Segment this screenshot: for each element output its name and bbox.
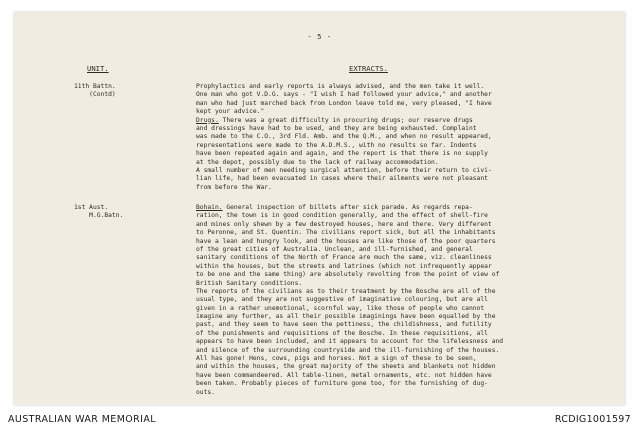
archive-name-footer: AUSTRALIAN WAR MEMORIAL [8,414,156,425]
extract-line: within the houses, but the streets and latrines (which not infrequently appear [196,262,492,270]
extract-line: and dressings have had to be used, and they are being exhausted. Complaint [196,124,477,132]
page-number: - 5 - [307,32,332,41]
extract-line: have been repeated again and again, and the report is that there is no supply [196,150,488,158]
extract-line: at the depot, possibly due to the lack of railway accommodation. [196,158,439,166]
unit-label-line: 1st Aust. [74,204,109,211]
extract-line: from before the War. [196,183,272,191]
extracts-column-header: EXTRACTS. [349,64,388,73]
extract-line: appears to have been included, and it appears to account for the lifelessness and [196,338,504,346]
extract-line: and silence of the surrounding countryside and the ill-furnishing of the houses. [196,346,500,354]
extract-line: and within the houses, the great majority of the sheets and blankets not hidden [196,363,496,371]
extract-line: past, and they seem to have seen the pettiness, the childishness, and futility [196,321,492,329]
extract-line: been taken. Probably pieces of furniture gone too, for the furnishing of dug- [196,380,488,388]
unit-label-1st-aust-mg-batn [74,204,123,221]
extract-line-bohain: Bohain. General inspection of billets after sick parade. As regards repa- [196,204,473,211]
extract-line: One man who got V.D.G. says - "I wish I had followed your advice," and another [196,91,492,99]
extract-line: outs. [196,388,215,396]
extract-line: man who had just marched back from London leave told me, very pleased, "I have [196,99,492,107]
extract-line: given in a rather unemotional, scornful way, like those of people who cannot [196,304,485,312]
extract-line: A small number of men needing surgical attention, before their return to civi- [196,166,492,174]
extract-line: was made to the C.O., 3rd Fld. Amb. and the Q.M., and when no result appeared, [196,133,492,141]
unit-label-line: M.G.Batn. [89,212,124,220]
extract-line: All has gone! Hens, cows, pigs and horses. Not a sign of these to be seen, [196,355,477,363]
extract-line: and mines only shewn by a few destroyed houses, here and there. Very different [196,220,492,228]
extract-line: sanitary conditions of the North of France are much the same, viz. cleanliness [196,254,492,262]
extract-line: ration, the town is in good condition generally, and the effect of shell-fire [196,212,488,220]
extract-line: Prophylactics and early reports is always advised, and the men take it well. [196,83,485,90]
extract-line: usual type, and they are not suggestive of imaginative colouring, but are all [196,296,488,304]
extract-line: imagine any further, as all their possible imaginings have been equalled by the [196,313,496,321]
extract-line: The reports of the civilians as to their treatment by the Bosche are all of the [196,287,496,295]
record-id-footer: RCDIG1001597 [554,414,631,425]
extract-line: British Sanitary conditions. [196,279,303,287]
unit-label-line: 11th Battn. [74,83,116,90]
extract-line: to be one and the same thing) are absolutely revolting from the point of view of [196,271,500,279]
extract-line: have a lean and hungry look, and the houses are like those of the poor quarters [196,237,496,245]
extract-line: kept your advice." [196,108,265,116]
extract-line: of the punishments and requisitions of the Bosche. In these requisitions, all [196,329,488,337]
extract-line: have been commandeered. All table-linen, metal ornaments, etc. not hidden have [196,371,492,379]
unit-column-header: UNIT. [87,64,109,73]
extract-block-1st-aust-mg-batn [196,204,588,397]
extract-block-11th-battn [196,83,588,192]
extract-line: to Peronne, and St. Quentin. The civilians report sick, but all the inhabitants [196,229,496,237]
unit-label-11th-battn [74,83,116,100]
extract-line: of the great cities of Australia. Unclean, and ill-furnished, and general [196,245,473,253]
unit-label-line: (Contd) [89,91,116,99]
extract-line: lian life, had been evacuated in cases where their ailments were not pleasant [196,175,488,183]
extract-line-drugs: Drugs. There was a great difficulty in procuring drugs; our reserve drugs [196,116,473,124]
document-page [14,12,625,405]
extract-line: representations were made to the A.D.M.S., with no results so far. Indents [196,141,477,149]
